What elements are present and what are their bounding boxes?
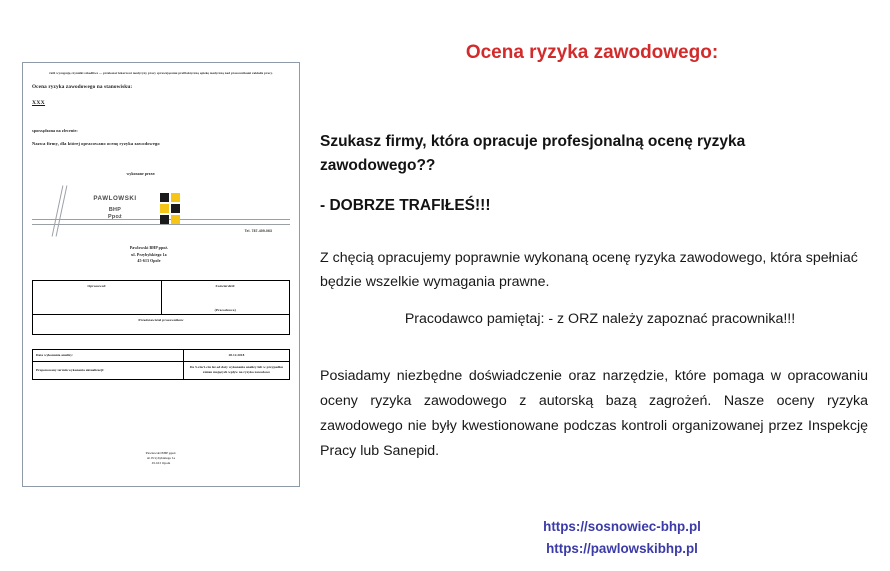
logo-tile-6 [171, 215, 180, 224]
logo-services [78, 207, 152, 220]
footer-line-1: Pawlowski BHP ppoż. [145, 450, 177, 455]
logo-tile-5 [160, 215, 169, 224]
update-row-value: Do 5-ciu/1-ciu lat od daty wykonania analizy lub w przypadku zmian mających wpływ na ryzyko zawodowe [183, 362, 289, 379]
employer-reminder-note: Pracodawco pamiętaj: - z ORZ należy zapoznać pracownika!!! [404, 311, 796, 327]
footer-line-3: 45-613 Opole [151, 460, 171, 465]
document-byline: wykonane przez: [126, 172, 156, 177]
document-client-name: Nazwa firmy, dla której opracowano ocenę ryzyka zawodowego [32, 141, 160, 147]
marketing-content [312, 0, 890, 571]
logo-company-name: PAWLOWSKI [93, 195, 137, 203]
date-table [32, 349, 290, 379]
logo-tile-3 [160, 204, 169, 213]
table-row [33, 315, 290, 335]
document-preview-page[interactable] [22, 62, 300, 487]
document-position-placeholder: XXX [32, 100, 46, 107]
call-to-action-text: - DOBRZE TRAFIŁEŚ!!! [320, 197, 491, 214]
signature-cell-author [33, 281, 162, 315]
document-header-note: Jeśli występują czynniki szkodliwe — przekazać lekarzowi medycyny pracy sprawującemu profilaktyczną opiekę medyczną nad pracownikami zakładu pracy. [49, 71, 273, 75]
table-row [33, 281, 290, 315]
logo-text-block [78, 195, 152, 220]
company-logo [32, 183, 290, 239]
signature-cell-worker-rep: Przedstawiciel pracowników [33, 315, 290, 335]
logo-tile-4 [171, 204, 180, 213]
document-title: Ocena ryzyka zawodowego na stanowisku: [32, 84, 133, 91]
link-sosnowiec-bhp[interactable]: https://sosnowiec-bhp.pl [543, 519, 701, 534]
document-commissioned-label: sporządzona na zlecenie: [32, 128, 78, 134]
link-pawlowskibhp[interactable]: https://pawlowskibhp.pl [546, 541, 698, 557]
paragraph-experience: Posiadamy niezbędne doświadczenie oraz narzędzie, które pomaga w opracowaniu oceny ryzyka zawodowego z autorską bazą zagrożeń. Nasze oceny ryzyka zawodowego nie były kwestionowane podczas kontroli organizowanej przez Inspekcję Pracy lub Sanepid. [320, 368, 868, 459]
document-page-content [32, 69, 290, 482]
logo-checker-grid-icon [160, 193, 180, 224]
footer-line-2: ul. Przybylskiego 1a [146, 455, 176, 460]
lead-question: Szukasz firmy, która opracuje profesjonalną ocenę ryzyka zawodowego?? [320, 133, 746, 175]
logo-service-ppoz: Ppoż [107, 213, 123, 220]
logo-tile-1 [160, 193, 169, 202]
paragraph-offer: Z chęcią opracujemy poprawnie wykonaną ocenę ryzyka zawodowego, która spełniać będzie wszelkie wymagania prawne. [320, 250, 858, 291]
table-row [33, 362, 290, 379]
document-address-block [32, 245, 266, 264]
website-links [312, 516, 890, 560]
signature-cell-approver [161, 281, 290, 315]
address-line-1: Pawlowski BHP ppoż. [129, 246, 169, 251]
address-line-2: ul. Przybylskiego 1a [131, 252, 167, 257]
update-row-label: Proponowany termin wykonania aktualizacji: [33, 362, 184, 379]
address-line-3: 45-613 Opole [137, 258, 161, 263]
table-row [33, 350, 290, 362]
logo-rule-bottom [32, 224, 290, 225]
page-title: Ocena ryzyka zawodowego: [465, 42, 719, 63]
signature-subnote-employer: (Pracodawca) [214, 308, 236, 313]
signature-table [32, 280, 290, 335]
logo-phone-number: Tel. 787-409-063 [244, 229, 272, 234]
signature-header-author: Opracował: [87, 284, 107, 289]
logo-tile-2 [171, 193, 180, 202]
date-row-value: 28.12.2018 [183, 350, 289, 362]
document-footer [32, 451, 290, 466]
date-row-label: Data wykonania analizy: [33, 350, 184, 362]
signature-header-approver: Zatwierdził: [215, 284, 236, 289]
logo-slash-lines-icon [54, 185, 72, 237]
logo-service-bhp: BHP [108, 207, 122, 214]
